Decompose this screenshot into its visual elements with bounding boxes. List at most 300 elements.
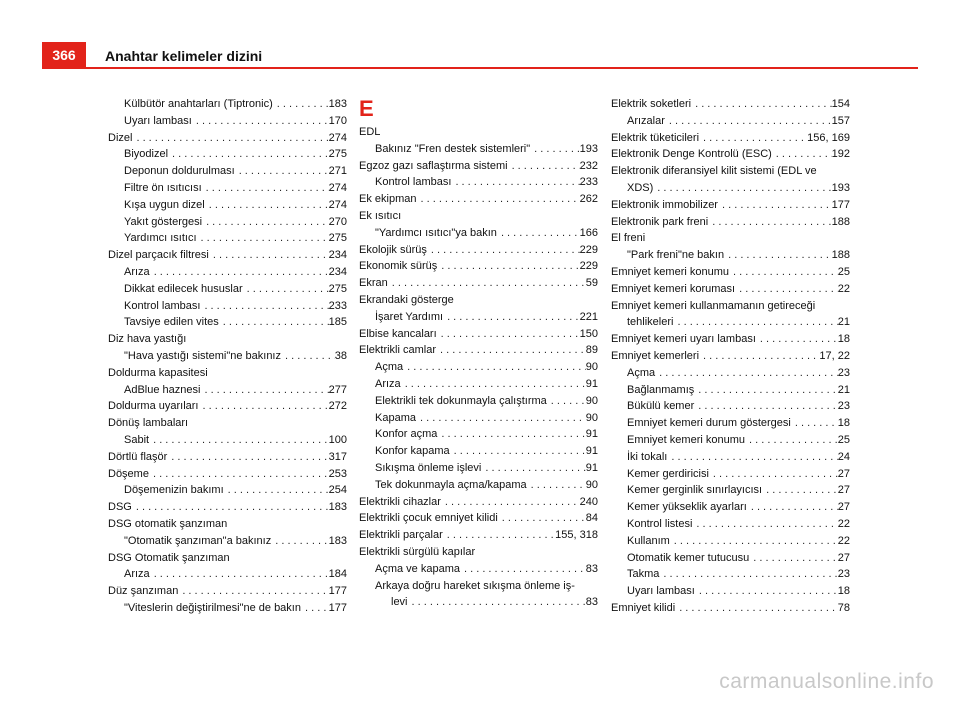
entry-continuation [611, 314, 850, 331]
page-title: Anahtar kelimeler dizini [105, 48, 263, 64]
index-subentry [108, 314, 347, 331]
dot-leader [132, 499, 329, 516]
index-entry [359, 494, 598, 511]
dot-leader [772, 146, 832, 163]
index-entry [359, 326, 598, 343]
index-entry [108, 130, 347, 147]
index-subentry [108, 230, 347, 247]
entry-line [108, 449, 347, 466]
page-ref: 277 [328, 383, 347, 396]
entry-text-cont: levi [391, 596, 408, 609]
entry-line [124, 163, 347, 180]
dot-leader [670, 533, 838, 550]
dot-leader [202, 180, 329, 197]
page-ref: 270 [328, 215, 347, 228]
page-ref: 84 [585, 512, 598, 525]
index-entry [359, 510, 598, 527]
page-ref: 232 [579, 159, 598, 172]
index-subentry [108, 113, 347, 130]
page-ref: 193 [579, 142, 598, 155]
index-subentry [108, 348, 347, 365]
entry-line [375, 426, 598, 443]
index-entry [108, 398, 347, 415]
dot-leader [281, 348, 335, 365]
entry-text: Egzoz gazı saflaştırma sistemi [359, 159, 508, 172]
page-ref: 22 [837, 282, 850, 295]
dot-leader [451, 174, 579, 191]
entry-line [124, 348, 347, 365]
entry-text: Emniyet kemeri uyarı lambası [611, 333, 756, 346]
index-subentry [359, 359, 598, 376]
index-subentry [108, 382, 347, 399]
entry-text: Ek ısıtıcı [359, 209, 402, 222]
index-entry [108, 583, 347, 600]
entry-line [359, 494, 598, 511]
entry-text: Arızalar [627, 114, 665, 127]
dot-leader [653, 180, 831, 197]
index-subentry [359, 460, 598, 477]
page-ref: 21 [837, 316, 850, 329]
entry-line [108, 331, 347, 348]
entry-text: "Otomatik şanzıman"a bakınız [124, 534, 272, 547]
entry-line [375, 443, 598, 460]
dot-leader [149, 432, 329, 449]
entry-line [627, 432, 850, 449]
page-ref: 185 [328, 316, 347, 329]
index-subentry [108, 600, 347, 617]
index-entry [611, 281, 850, 298]
entry-line [108, 583, 347, 600]
dot-leader [436, 342, 586, 359]
entry-line [359, 544, 598, 561]
entry-line [108, 516, 347, 533]
entry-line [108, 466, 347, 483]
index-subentry [108, 281, 347, 298]
entry-line [611, 348, 850, 365]
page-ref: 193 [831, 181, 850, 194]
entry-line [359, 326, 598, 343]
entry-text: Elektrikli sürgülü kapılar [359, 545, 476, 558]
entry-text: Elektrikli tek dokunmayla çalıştırma [375, 394, 547, 407]
entry-text: Otomatik kemer tutucusu [627, 551, 750, 564]
index-subentry [108, 298, 347, 315]
entry-text: Elektronik diferansiyel kilit sistemi (EDL ve [611, 165, 817, 178]
dot-leader [427, 242, 580, 259]
page-ref: 18 [837, 417, 850, 430]
dot-leader [403, 359, 586, 376]
entry-text: Ekrandaki gösterge [359, 293, 454, 306]
entry-text: Elektrikli camlar [359, 344, 437, 357]
dot-leader [547, 393, 586, 410]
entry-line [611, 197, 850, 214]
entry-line [108, 130, 347, 147]
index-subentry [611, 583, 850, 600]
page-ref: 184 [328, 568, 347, 581]
dot-leader [699, 348, 819, 365]
index-subentry [611, 432, 850, 449]
entry-line [108, 398, 347, 415]
index-entry [611, 214, 850, 231]
index-entry [611, 230, 850, 247]
entry-line [124, 533, 347, 550]
entry-line [359, 191, 598, 208]
entry-text: Döşemenizin bakımı [124, 484, 224, 497]
dot-leader [747, 499, 838, 516]
dot-leader [205, 197, 329, 214]
page-ref: 154 [831, 98, 850, 110]
page-ref: 177 [328, 601, 347, 614]
index-entry [108, 365, 347, 382]
entry-text: Dörtlü flaşör [108, 450, 168, 463]
entry-line [375, 376, 598, 393]
entry-text: Ek ekipman [359, 193, 417, 206]
index-subentry [108, 264, 347, 281]
page-ref: 21 [837, 383, 850, 396]
dot-leader [460, 561, 586, 578]
entry-text: El freni [611, 232, 646, 245]
index-entry [108, 499, 347, 516]
page-ref: 91 [585, 461, 598, 474]
entry-line [108, 415, 347, 432]
index-entry [359, 258, 598, 275]
entry-text: DSG [108, 501, 132, 514]
page-ref: 90 [585, 411, 598, 424]
entry-line [359, 158, 598, 175]
entry-line [359, 292, 598, 309]
entry-text: Elektronik immobilizer [611, 198, 718, 211]
entry-line [359, 342, 598, 359]
entry-text: Kemer gerdiricisi [627, 467, 709, 480]
page-ref: 90 [585, 394, 598, 407]
dot-leader [197, 230, 329, 247]
page-ref: 229 [579, 243, 598, 256]
page-ref: 27 [837, 467, 850, 480]
entry-text: "Viteslerin değiştirilmesi"ne de bakın [124, 601, 301, 614]
entry-line [627, 365, 850, 382]
index-subentry [611, 550, 850, 567]
page-ref: 90 [585, 478, 598, 491]
entry-line [124, 180, 347, 197]
page-ref: 83 [585, 562, 598, 575]
page-ref: 156, 169 [807, 131, 850, 144]
index-subentry [359, 309, 598, 326]
dot-leader [695, 583, 838, 600]
header-rule [42, 67, 918, 69]
dot-leader [437, 426, 585, 443]
dot-leader [149, 466, 329, 483]
entry-text: DSG otomatik şanzıman [108, 517, 228, 530]
dot-leader [437, 258, 579, 275]
entry-text: Yakıt göstergesi [124, 215, 203, 228]
entry-text: Doldurma kapasitesi [108, 366, 208, 379]
page-ref: 275 [328, 148, 347, 161]
entry-text-cont: tehlikeleri [627, 316, 674, 329]
dot-leader [673, 314, 837, 331]
entry-line [627, 499, 850, 516]
index-entry [108, 466, 347, 483]
page-ref: 78 [837, 601, 850, 614]
entry-text: İşaret Yardımı [375, 310, 444, 323]
dot-leader [301, 600, 329, 617]
dot-leader [691, 96, 832, 113]
dot-leader [132, 130, 328, 147]
index-entry [611, 298, 850, 332]
index-entry [359, 242, 598, 259]
page-ref: 183 [328, 501, 347, 514]
index-entry [108, 415, 347, 432]
index-subentry [108, 566, 347, 583]
dot-leader [200, 382, 328, 399]
dot-leader [735, 281, 838, 298]
page-ref: 23 [837, 568, 850, 581]
entry-line [108, 550, 347, 567]
entry-text: "Hava yastığı sistemi"ne bakınız [124, 349, 281, 362]
index-entry [359, 292, 598, 309]
entry-line [359, 510, 598, 527]
index-subentry [611, 415, 850, 432]
dot-leader [667, 449, 837, 466]
entry-text: Kışa uygun dizel [124, 198, 205, 211]
index-subentry [611, 499, 850, 516]
entry-text: Yardımcı ısıtıcı [124, 232, 197, 245]
entry-continuation [611, 180, 850, 197]
entry-text: Kemer yükseklik ayarları [627, 501, 747, 514]
dot-leader [659, 566, 837, 583]
entry-text: Emniyet kilidi [611, 601, 676, 614]
entry-line [124, 432, 347, 449]
dot-leader [498, 510, 586, 527]
entry-text: Kontrol lambası [124, 299, 201, 312]
entry-text: Sıkışma önleme işlevi [375, 461, 482, 474]
entry-line [375, 561, 598, 578]
page-ref: 166 [579, 226, 598, 239]
page-ref: 229 [579, 260, 598, 273]
entry-line [359, 527, 598, 544]
index-column-1 [108, 96, 347, 617]
index-subentry [359, 578, 598, 612]
entry-text: Açma [627, 366, 656, 379]
dot-leader [178, 583, 328, 600]
entry-text: Emniyet kemerleri [611, 349, 700, 362]
dot-leader [729, 264, 838, 281]
index-entry [108, 516, 347, 533]
index-entry [611, 264, 850, 281]
entry-line [627, 398, 850, 415]
page-ref: 240 [579, 495, 598, 508]
entry-text: Kullanım [627, 534, 670, 547]
entry-line [627, 550, 850, 567]
entry-line [124, 197, 347, 214]
page-ref: 177 [831, 198, 850, 211]
entry-line [627, 533, 850, 550]
page-ref: 233 [579, 176, 598, 189]
dot-leader [443, 527, 555, 544]
entry-line [124, 230, 347, 247]
dot-leader [408, 594, 586, 611]
dot-leader [271, 533, 328, 550]
index-subentry [611, 533, 850, 550]
dot-leader [209, 247, 329, 264]
entry-text: "Yardımcı ısıtıcı"ya bakın [375, 226, 497, 239]
dot-leader [224, 482, 329, 499]
dot-leader [219, 314, 329, 331]
index-subentry [108, 163, 347, 180]
entry-text: Doldurma uyarıları [108, 400, 199, 413]
entry-text: Kemer gerginlik sınırlayıcısı [627, 484, 763, 497]
entry-line [375, 359, 598, 376]
entry-line [375, 410, 598, 427]
index-entry [611, 600, 850, 617]
index-subentry [611, 566, 850, 583]
entry-line [627, 466, 850, 483]
entry-line [124, 214, 347, 231]
entry-text: Ekolojik sürüş [359, 243, 427, 256]
index-entry [611, 163, 850, 197]
entry-text: Dikkat edilecek hususlar [124, 282, 243, 295]
page-ref: 18 [837, 585, 850, 598]
index-subentry [611, 466, 850, 483]
index-subentry [108, 214, 347, 231]
page-ref: 150 [579, 327, 598, 340]
entry-continuation [375, 594, 598, 611]
index-entry [359, 275, 598, 292]
dot-leader [167, 449, 328, 466]
dot-leader [665, 113, 832, 130]
dot-leader [437, 326, 580, 343]
page-ref: 188 [831, 215, 850, 228]
dot-leader [675, 600, 838, 617]
index-entry [611, 96, 850, 113]
index-column-2 [359, 96, 598, 611]
dot-leader [441, 494, 580, 511]
page-ref: 317 [328, 450, 347, 463]
page-ref: 254 [328, 484, 347, 497]
entry-line [611, 298, 850, 315]
page-ref: 17, 22 [819, 349, 850, 362]
index-subentry [359, 561, 598, 578]
entry-line [375, 477, 598, 494]
entry-line [375, 578, 598, 595]
entry-line [124, 600, 347, 617]
dot-leader [198, 398, 328, 415]
page-ref: 27 [837, 484, 850, 497]
entry-text: Emniyet kemeri koruması [611, 282, 736, 295]
entry-line [359, 258, 598, 275]
index-entry [611, 146, 850, 163]
entry-text: Sabit [124, 433, 150, 446]
entry-text: İki tokalı [627, 450, 668, 463]
entry-text: Emniyet kemeri durum göstergesi [627, 417, 791, 430]
entry-line [108, 499, 347, 516]
page-ref: 38 [334, 349, 347, 362]
dot-leader [694, 398, 837, 415]
entry-text: Açma ve kapama [375, 562, 460, 575]
page-ref: 23 [837, 366, 850, 379]
page-ref: 275 [328, 232, 347, 245]
entry-text: Emniyet kemeri konumu [611, 265, 729, 278]
page-ref: 274 [328, 181, 347, 194]
index-entry [359, 208, 598, 225]
dot-leader [692, 516, 837, 533]
index-entry [359, 158, 598, 175]
entry-text: Dönüş lambaları [108, 417, 189, 430]
page-ref: 83 [585, 596, 598, 609]
index-subentry [611, 247, 850, 264]
page-ref: 183 [328, 534, 347, 547]
entry-line [611, 96, 850, 113]
dot-leader [192, 113, 329, 130]
page-ref: 234 [328, 265, 347, 278]
index-entry [359, 191, 598, 208]
index-entry [611, 348, 850, 365]
index-subentry [359, 174, 598, 191]
page-ref: 89 [585, 344, 598, 357]
page-ref: 155, 318 [555, 529, 598, 542]
entry-text: Ekonomik sürüş [359, 260, 438, 273]
entry-text: Elektronik park freni [611, 215, 709, 228]
entry-text: Arıza [124, 568, 150, 581]
entry-text: Bakınız "Fren destek sistemleri" [375, 142, 531, 155]
entry-text: Elbise kancaları [359, 327, 437, 340]
entry-text: Kontrol lambası [375, 176, 452, 189]
entry-line [375, 174, 598, 191]
page-ref: 177 [328, 585, 347, 598]
index-subentry [359, 225, 598, 242]
entry-line [124, 146, 347, 163]
index-entry [359, 544, 598, 561]
entry-text: Düz şanzıman [108, 585, 179, 598]
dot-leader [416, 410, 586, 427]
entry-text: Takma [627, 568, 660, 581]
entry-text: Döşeme [108, 467, 149, 480]
entry-text: Uyarı lambası [627, 585, 695, 598]
dot-leader [273, 96, 329, 113]
page-ref: 25 [837, 433, 850, 446]
entry-line [627, 382, 850, 399]
entry-line [359, 208, 598, 225]
index-subentry [611, 398, 850, 415]
entry-text: Arıza [375, 377, 401, 390]
entry-text: Elektrikli çocuk emniyet kilidi [359, 512, 498, 525]
entry-line [627, 247, 850, 264]
dot-leader [481, 460, 585, 477]
page-ref: 27 [837, 501, 850, 514]
dot-leader [450, 443, 586, 460]
entry-line [124, 382, 347, 399]
entry-text: Konfor açma [375, 428, 438, 441]
index-subentry [108, 482, 347, 499]
entry-line [124, 314, 347, 331]
index-entry [108, 331, 347, 348]
index-entry [108, 449, 347, 466]
dot-leader [150, 264, 329, 281]
entry-text: Tavsiye edilen vites [124, 316, 219, 329]
entry-text: Açma [375, 361, 404, 374]
index-subentry [611, 482, 850, 499]
dot-leader [168, 146, 329, 163]
entry-line [375, 393, 598, 410]
dot-leader [756, 331, 838, 348]
entry-text: AdBlue haznesi [124, 383, 201, 396]
entry-line [124, 113, 347, 130]
index-subentry [108, 146, 347, 163]
index-subentry [611, 113, 850, 130]
entry-line [611, 281, 850, 298]
entry-line [627, 415, 850, 432]
dot-leader [388, 275, 586, 292]
entry-text: Elektronik Denge Kontrolü (ESC) [611, 148, 772, 161]
entry-text: Arıza [124, 265, 150, 278]
